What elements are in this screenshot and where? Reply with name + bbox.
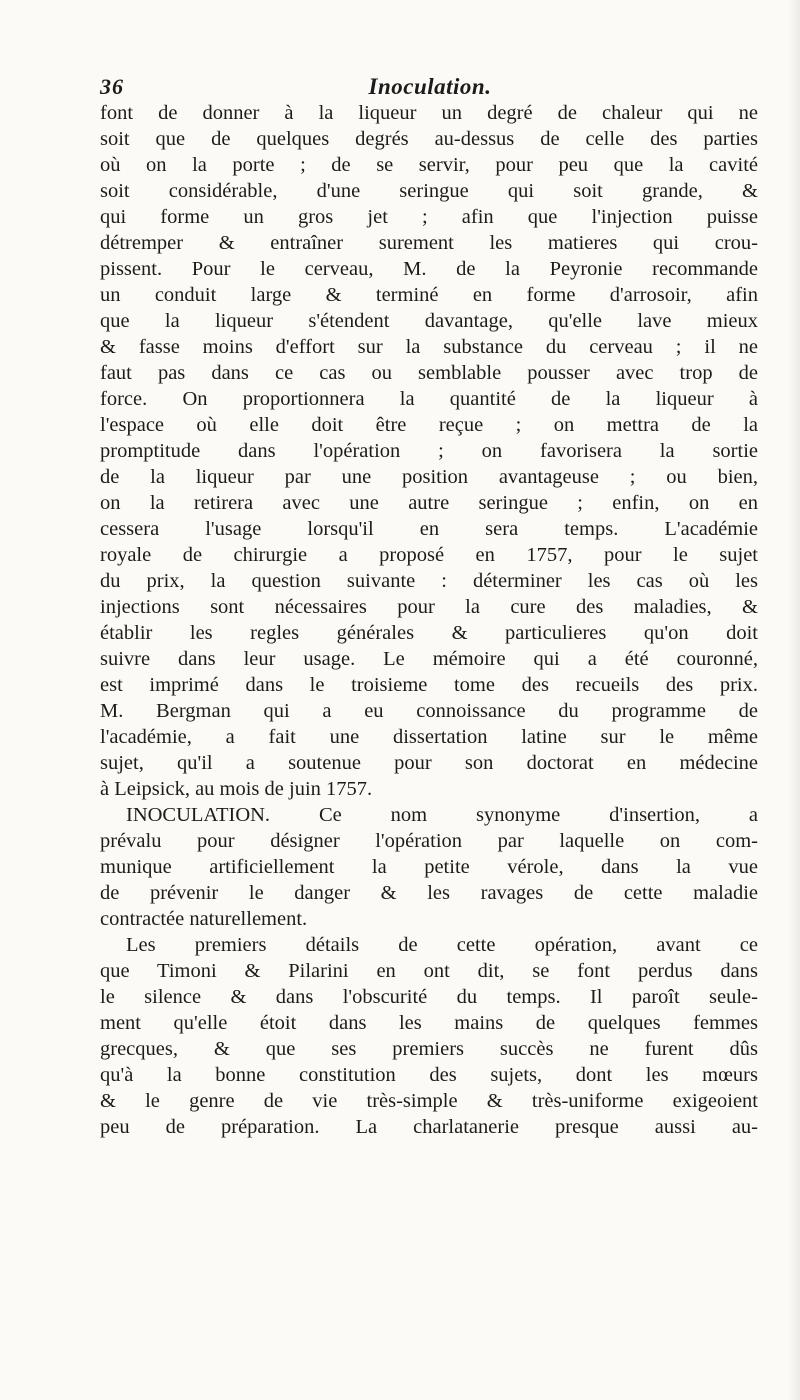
text-line: promptitude dans l'opération ; on favorisera la sortie: [100, 440, 758, 462]
text-line: de prévenir le danger & les ravages de cette maladie: [100, 882, 758, 904]
running-title: Inoculation.: [368, 74, 492, 99]
text-line: que Timoni & Pilarini en ont dit, se font perdus dans: [100, 960, 758, 982]
text-line: où on la porte ; de se servir, pour peu que la cavité: [100, 154, 758, 176]
text-line: faut pas dans ce cas ou semblable pousser avec trop de: [100, 362, 758, 384]
text-line: contractée naturellement.: [100, 908, 308, 930]
text-line: ment qu'elle étoit dans les mains de quelques femmes: [100, 1012, 758, 1034]
text-line: & fasse moins d'effort sur la substance du cerveau ; il ne: [100, 336, 758, 358]
text-line: établir les regles générales & particulieres qu'on doit: [100, 622, 758, 644]
text-line: le silence & dans l'obscurité du temps. Il paroît seule-: [100, 986, 758, 1008]
text-line: force. On proportionnera la quantité de la liqueur à: [100, 388, 758, 410]
text-line: pissent. Pour le cerveau, M. de la Peyronie recommande: [100, 258, 758, 280]
text-line: qu'à la bonne constitution des sujets, dont les mœurs: [100, 1064, 758, 1086]
page-edge-shadow: [788, 0, 800, 1400]
text-line: l'académie, a fait une dissertation latine sur le même: [100, 726, 758, 748]
text-line: cessera l'usage lorsqu'il en sera temps. L'académie: [100, 518, 758, 540]
text-line: sujet, qu'il a soutenue pour son doctorat en médecine: [100, 752, 758, 774]
text-line: du prix, la question suivante : déterminer les cas où les: [100, 570, 758, 592]
text-line: à Leipsick, au mois de juin 1757.: [100, 778, 373, 800]
text-line: royale de chirurgie a proposé en 1757, pour le sujet: [100, 544, 758, 566]
text-line: M. Bergman qui a eu connoissance du programme de: [100, 700, 758, 722]
text-line: injections sont nécessaires pour la cure des maladies, &: [100, 596, 758, 618]
text-line: est imprimé dans le troisieme tome des recueils des prix.: [100, 674, 758, 696]
text-line: peu de préparation. La charlatanerie presque aussi au-: [100, 1116, 758, 1138]
text-line: l'espace où elle doit être reçue ; on mettra de la: [100, 414, 758, 436]
text-line: grecques, & que ses premiers succès ne furent dûs: [100, 1038, 758, 1060]
text-line: que la liqueur s'étendent davantage, qu'elle lave mieux: [100, 310, 758, 332]
text-line: soit que de quelques degrés au-dessus de celle des parties: [100, 128, 758, 150]
text-line: suivre dans leur usage. Le mémoire qui a été couronné,: [100, 648, 758, 670]
body-text: [100, 100, 758, 1140]
text-line: munique artificiellement la petite vérole, dans la vue: [100, 856, 758, 878]
text-line: & le genre de vie très-simple & très-uniforme exigeoient: [100, 1090, 758, 1112]
page-number: 36: [100, 74, 124, 99]
text-line: Les premiers détails de cette opération, avant ce: [126, 934, 758, 956]
text-line: un conduit large & terminé en forme d'arrosoir, afin: [100, 284, 758, 306]
text-line: soit considérable, d'une seringue qui soit grande, &: [100, 180, 758, 202]
text-line: on la retirera avec une autre seringue ; enfin, on en: [100, 492, 758, 514]
text-line: font de donner à la liqueur un degré de chaleur qui ne: [100, 102, 758, 124]
text-line: de la liqueur par une position avantageuse ; ou bien,: [100, 466, 758, 488]
entry-heading-line: INOCULATION. Ce nom synonyme d'insertion, a: [126, 804, 758, 826]
text-line: prévalu pour désigner l'opération par laquelle on com-: [100, 830, 758, 852]
text-line: qui forme un gros jet ; afin que l'injection puisse: [100, 206, 758, 228]
text-line: détremper & entraîner surement les matieres qui crou-: [100, 232, 758, 254]
